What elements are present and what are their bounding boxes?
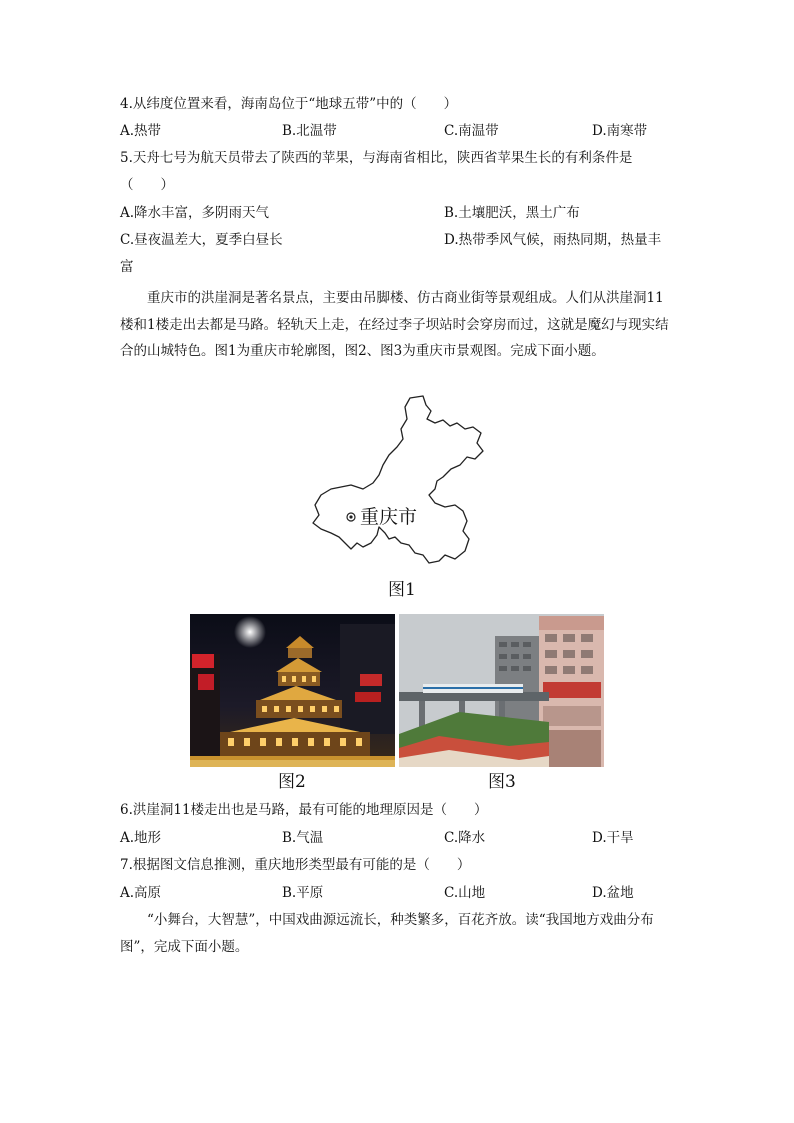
- figure3-caption: 图3: [488, 772, 516, 792]
- q4-stem: 4.从纬度位置来看，海南岛位于“地球五带”中的（ ）: [120, 96, 458, 112]
- figure2-caption: 图2: [278, 772, 306, 792]
- q7-option-a: A.高原: [120, 885, 162, 901]
- q5-stem: 5.天舟七号为航天员带去了陕西的苹果，与海南省相比，陕西省苹果生长的有利条件是: [120, 150, 633, 166]
- q7-stem: 7.根据图文信息推测，重庆地形类型最有可能的是（ ）: [120, 857, 471, 873]
- q5-stem-continuation: （ ）: [120, 177, 174, 193]
- figure1-caption: 图1: [388, 580, 416, 600]
- q5-option-d-continuation: 富: [120, 259, 134, 275]
- figure2-photo-hongyadong: [190, 614, 395, 767]
- q6-option-d: D.干旱: [592, 830, 634, 846]
- q4-option-a: A.热带: [120, 123, 162, 139]
- q5-option-d: D.热带季风气候，雨热同期，热量丰: [444, 232, 662, 248]
- q6-option-c: C.降水: [444, 830, 486, 846]
- q5-option-b: B.土壤肥沃，黑土广布: [444, 205, 580, 221]
- q7-option-d: D.盆地: [592, 885, 634, 901]
- q5-option-a: A.降水丰富，多阴雨天气: [120, 205, 270, 221]
- q7-option-c: C.山地: [444, 885, 486, 901]
- chongqing-outline: [313, 396, 483, 563]
- q6-stem: 6.洪崖洞11楼走出也是马路，最有可能的地理原因是（ ）: [120, 802, 488, 818]
- figure1-city-label: 重庆市: [360, 506, 418, 528]
- q4-option-c: C.南温带: [444, 123, 499, 139]
- figure1-map: [305, 393, 495, 571]
- q6-option-a: A.地形: [120, 830, 162, 846]
- q5-option-c: C.昼夜温差大，夏季白昼长: [120, 232, 283, 248]
- q4-option-b: B.北温带: [282, 123, 337, 139]
- q4-option-d: D.南寒带: [592, 123, 648, 139]
- figure3-photo-liziba: [399, 614, 604, 767]
- passage-opera: “小舞台，大智慧”，中国戏曲源远流长，种类繁多，百花齐放。读“我国地方戏曲分布图”，完成下面小题。: [120, 912, 654, 955]
- q6-option-b: B.气温: [282, 830, 324, 846]
- q7-option-b: B.平原: [282, 885, 324, 901]
- passage-chongqing: 重庆市的洪崖洞是著名景点，主要由吊脚楼、仿古商业街等景观组成。人们从洪崖洞11楼和1楼走出去都是马路。轻轨天上走，在经过李子坝站时会穿房而过，这就是魔幻与现实结合的山城特色。图1为重庆市轮廓图，图2、图3为重庆市景观图。完成下面小题。: [120, 290, 669, 359]
